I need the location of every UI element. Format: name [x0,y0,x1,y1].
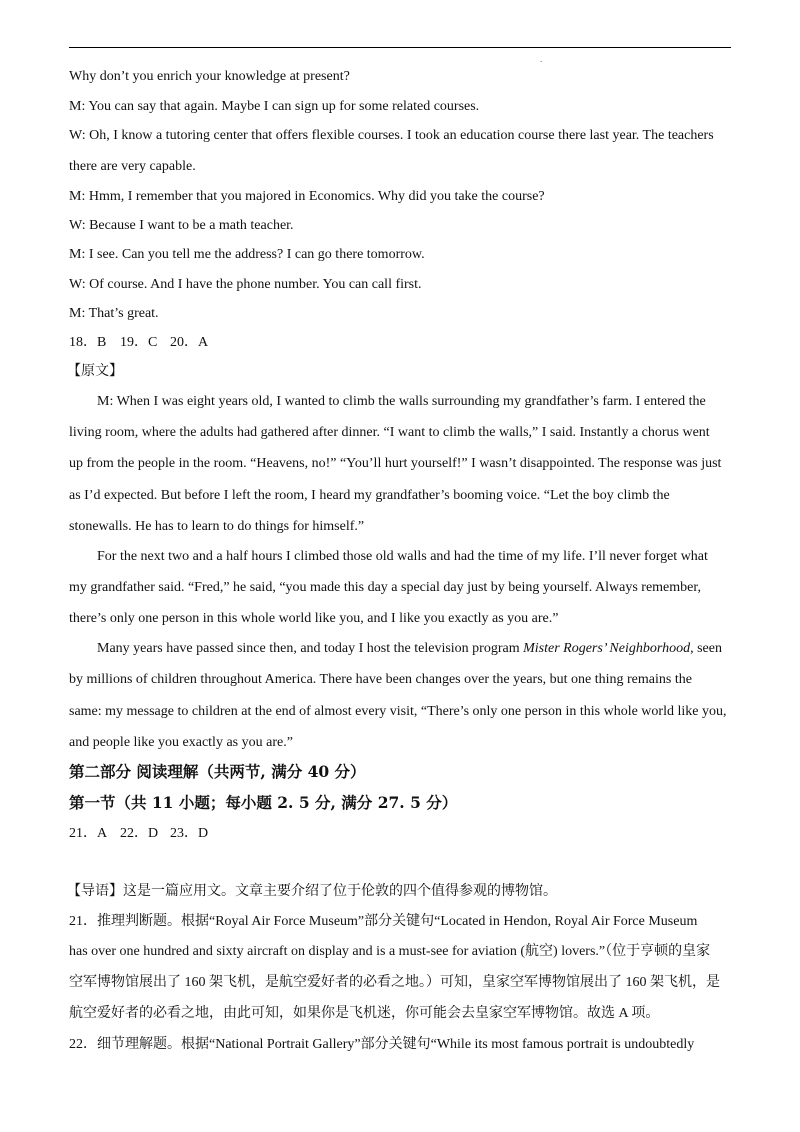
subsection-heading: 第一节（共 11 小题；每小题 2. 5 分, 满分 27. 5 分） [69,793,458,812]
answer-row [69,825,208,843]
passage-line: For the next two and a half hours I climbed those old walls and had the time of my life. I’ll never forget what [97,549,708,564]
passage-line: stonewalls. He has to learn to do things for himself.” [69,519,365,534]
passage-text: , seen [690,641,722,656]
header-dot: . [540,54,543,64]
passage-line: up from the people in the room. “Heavens, no!” “You’ll hurt yourself!” I wasn’t disappointed. The response was just [69,456,722,471]
dialogue-line: M: Hmm, I remember that you majored in Economics. Why did you take the course? [69,189,545,204]
answer-22: 22．D [120,826,159,841]
analysis-line: has over one hundred and sixty aircraft on display and is a must-see for aviation (航空) lovers.”（位于亨顿的皇家 [69,944,711,959]
passage-line: M: When I was eight years old, I wanted to climb the walls surrounding my grandfather’s farm. I entered the [97,394,706,409]
passage-line [97,640,722,658]
answer-18: 18．B [69,335,107,350]
passage-line: by millions of children throughout America. There have been changes over the years, but one thing remains the [69,672,692,687]
analysis-line: 【导语】这是一篇应用文。文章主要介绍了位于伦敦的四个值得参观的博物馆。 [67,884,557,899]
passage-text: Many years have passed since then, and today I host the television program [97,641,524,656]
dialogue-line: W: Because I want to be a math teacher. [69,218,294,233]
dialogue-line: Why don’t you enrich your knowledge at present? [69,69,350,84]
passage-line: and people like you exactly as you are.” [69,735,293,750]
dialogue-line: M: I see. Can you tell me the address? I can go there tomorrow. [69,247,425,262]
dialogue-line: M: That’s great. [69,306,159,321]
analysis-line: 22．细节理解题。根据“National Portrait Gallery”部分关键句“While its most famous portrait is undoubtedly [69,1037,695,1052]
dialogue-line: W: Of course. And I have the phone number. You can call first. [69,277,422,292]
section-heading: 第二部分 阅读理解（共两节, 满分 40 分） [69,762,366,781]
answer-23: 23．D [170,826,209,841]
answer-20: 20．A [170,335,209,350]
answer-19: 19．C [120,335,158,350]
dialogue-line: M: You can say that again. Maybe I can sign up for some related courses. [69,99,480,114]
yuanwen-label: 【原文】 [67,364,123,379]
dialogue-line: W: Oh, I know a tutoring center that offers flexible courses. I took an education course there last year. The teachers [69,128,714,143]
passage-line: same: my message to children at the end of almost every visit, “There’s only one person in this whole world like you, [69,704,727,719]
dialogue-line: there are very capable. [69,159,196,174]
header-rule [69,47,731,48]
passage-line: there’s only one person in this whole world like you, and I like you exactly as you are.” [69,611,559,626]
answer-row [69,334,208,352]
passage-line: living room, where the adults had gathered after dinner. “I want to climb the walls,” I said. Instantly a chorus went [69,425,710,440]
program-title: Mister Rogers’ Neighborhood [523,641,691,656]
answer-21: 21．A [69,826,108,841]
analysis-line: 航空爱好者的必看之地，由此可知，如果你是飞机迷，你可能会去皇家空军博物馆。故选 A 项。 [69,1006,660,1021]
analysis-line: 21．推理判断题。根据“Royal Air Force Museum”部分关键句“Located in Hendon, Royal Air Force Museum [69,914,698,929]
passage-line: as I’d expected. But before I left the room, I heard my grandfather’s booming voice. “Let the boy climb the [69,488,670,503]
passage-line: my grandfather said. “Fred,” he said, “you made this day a special day just by being yourself. Always remember, [69,580,701,595]
analysis-line: 空军博物馆展出了 160 架飞机，是航空爱好者的必看之地。）可知，皇家空军博物馆展出了 160 架飞机，是 [69,975,720,990]
